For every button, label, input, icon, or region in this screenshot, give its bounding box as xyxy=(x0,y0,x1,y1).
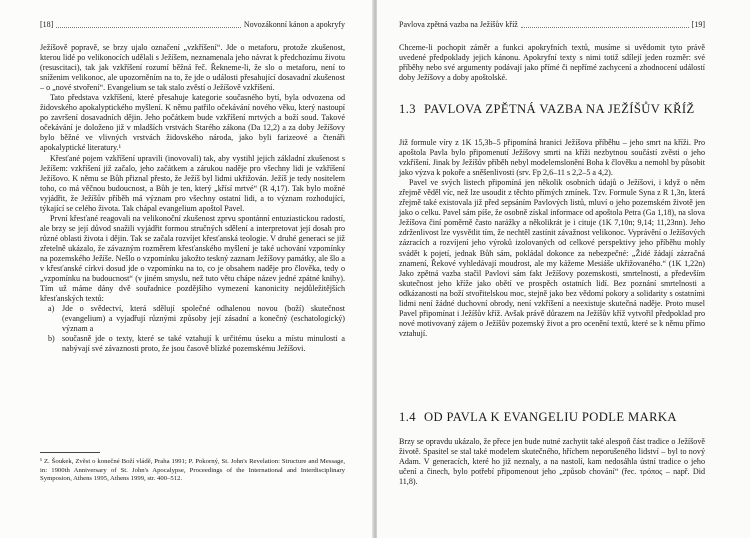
section-number: 1.4 xyxy=(399,410,416,424)
paragraph: Pavel ve svých listech připomíná jen několik osobních údajů o Ježíšovi, i když o něm zřejmě věděl víc, než lze usoudit z těchto přímých zmínek. Tzv. Formule Syna z R 1,3n, která zřejmě také existovala již před sepsáním Pavlových listů, mluví o jeho pozemském životě jen jako o celku. Pavel sám píše, že osobně získal informace od apoštola Petra (Ga 1,18), na slova Ježíšova činí poměrně často narážky a několikrát je i cituje (1K 7,10n; 9,14; 11,23nn). Jeho zdrženlivost lze vysvětlit tím, že nechtěl zastínit závažnost velikonoc. Vyprávění o Ježíšových zázracích a rozvíjení jeho výroků izolovaných od celkové perspektivy jeho příběhu mohly svádět k pojetí, jednak Bůh sám, pokládal dokonce za nebezpečné: „Židé žádají zázračná znamení, Řekové vyhledávají moudrost, ale my kážeme Mesiáše ukřižovaného.“ (1K 1,22n) Jako zpětná vazba stačil Pavlovi sám fakt Ježíšovy pozemskosti, smrtelnosti, a především skutečnost jeho kříže jako obětí ve prospěch ostatních lidí. Bez poznání smrtelnosti a odkázanosti na boží stvořitelskou moc, stejně jako bez vědomí pokory a solidarity s ostatními lidmi není žádné duchovní obrody, není vzkříšení a neexistuje skutečná naděje. Proto musel Pavel připomínat i Ježíšův kříž. Avšak právě důrazem na Ježíšův kříž vytvořil předpoklad pro nové motivovaný zájem o Ježíšův pozemský život a pro ocenění textů, které se k němu přímo vztahují. xyxy=(399,178,705,338)
header-leader-dots xyxy=(56,20,241,28)
list-marker: a) xyxy=(48,304,55,314)
footnote-rule xyxy=(40,452,100,453)
list-item xyxy=(48,304,345,334)
list-marker: b) xyxy=(48,334,55,344)
paragraph: Ježíšově popravě, se brzy ujalo označení „vzkříšení“. Jde o metaforu, protože zkušenost, kterou lidé po velikonocích udělali s Ježíšem, neznamenala jeho návrat k předchozímu životu (resuscitaci), tak jak vzkříšení rozumí běžná řeč. Řekneme-li, že slo o metaforu, není to sníženim velikonoc, ale upozorněním na to, že jde o události přesahující dosavadní zkušenost – o „nové stvoření“. Evangelium se tak stalo zvěstí o Ježíšově vzkříšení. xyxy=(40,43,345,93)
paragraph: Křesťané pojem vzkříšení upravili (inovovali) tak, aby vystihl jejich základní zkušenost s Ježíšem: vzkříšení již začalo, jeho začátkem a zárukou naděje pro všechny lidi je vzkříšení Ježíšovo. K němu se Bůh přiznal přesto, že Ježíš byl lidmi ukřižován. Ježíš je tedy nositelem toho, co má věčnou budoucnost, a Bůh je ten, který „křísí mrtvé“ (R 4,17). Tak bylo možné vyjádřit, že Ježíšův příběh má význam pro všechny ostatní lidi, a to význam rozhodující, týkající se celého života. Tak chápal evangelium apoštol Pavel. xyxy=(40,153,345,213)
paragraph: Brzy se opravdu ukázalo, že přece jen bude nutné zachytit také alespoň část tradice o Ježíšově životě. Spasitel se stal také modelem skutečného, hříchem neporušeného lidství – byl to nový Adam. V generacích, které ho již neznaly, a na nastolí, kam nedosáhla ústní tradice o jeho učení a činech, bylo potřebí připomenout jeho „způsob chování“ (řec. τρόπος – např. Did 11,8). xyxy=(399,437,705,487)
page-number: [18] xyxy=(40,20,54,29)
criteria-list xyxy=(40,304,345,354)
section-heading xyxy=(399,410,705,425)
body-text xyxy=(399,437,705,487)
section-number: 1.3 xyxy=(399,102,416,116)
running-header xyxy=(40,20,345,30)
left-page xyxy=(0,0,373,538)
body-text xyxy=(399,138,705,339)
right-page xyxy=(377,0,750,538)
section-title: PAVLOVA ZPĚTNÁ VAZBA NA JEŽÍŠŮV KŘÍŽ xyxy=(423,102,695,116)
list-item-text: Jde o svědectví, která sdělují společné odhalenou novou (boží) skutečnost (evangelium) a vyjadřují různými způsoby její zásadní a konečný (eschatologický) význam a xyxy=(62,304,345,334)
section-title: OD PAVLA K EVANGELIU PODLE MARKA xyxy=(423,410,677,424)
intro-text xyxy=(399,43,705,83)
paragraph: Již formule víry z 1K 15,3b–5 připomíná hranici Ježíšova příběhu – jeho smrt na kříži. Pro apoštola Pavla bylo připomenutí Ježíšovy smrti na kříži nezbytnou součástí zvěsti o jeho vzkříšení. Jinak by Ježíšův příběh nebyl modelemslonění Boha k člověku a nemohl by působit jako výzva k pokoře a sněšenlivosti (srv. Fp 2,6–11 s 2,2–5 a 4,2). xyxy=(399,138,705,178)
paragraph: Chceme-li pochopit záměr a funkci apokryfních textů, musíme si uvědomit tyto právě uvedené předpoklady jejich kánonu. Apokryfní texty s nimi totiž sdílejí jeden rozměr: své příběhy nebo své argumenty podávají jako přímé či nepřímé zachycení a zhodnocení událostí doby Ježíšovy a doby apoštolské. xyxy=(399,43,705,83)
header-leader-dots xyxy=(521,20,689,28)
paragraph: První křesťané reagovali na velikonoční zkušenost zprvu spontánní entuziastickou radostí, ale brzy se její důvod snažili vyjádřit formou stručných sdělení a interpretovat její dosah pro různé oblasti života i dějin. Tak se začala rozvíjet křesťanská teologie. V druhé generaci se již zřetelně ukázalo, že závazným rozměrem křesťanského myšlení je také uchování vzpomínky na pozemského Ježíše. Nešlo o vzpomínku jakožto teskný zaznam Ježíšovy památky, ale šlo a v křesťanské církvi dosud jde o vzpomínku na to, co je obsahem naděje pro člověka, tedy o „vzpomínku na budoucnost“ (v jiném smyslu, než tuto větu chápe název jedné zpátné knihy). Tím už máme dány dvě souřadnice pozdějšího vymezení kanonicity nejdůležitějších křesťanských textů: xyxy=(40,213,345,304)
body-text xyxy=(40,43,345,354)
running-title: Novozákonní kánon a apokryfy xyxy=(243,20,345,29)
paragraph: Tato představa vzkříšení, které přesahuje kategorie současného bytí, byla odvozena od židovského apokalyptického myšlení. K němu patřilo očekávání nového věku, který nastoupí po završení dosavadních dějin. Jeho počátkem bude vzkříšení mrtvých a boží soud. Takové očekávání je doloženo již v mladších vrstvách Starého zákona (Da 12,2) a za doby Ježíšovy bylo běžné ve vlivných vrstvách židovského národa, jako byli farizeové a čtenáři apokalyptické literatury.¹ xyxy=(40,93,345,153)
list-item xyxy=(48,334,345,354)
footnote: ¹ Z. Šoukek, Zvěst o konečné Boží vládě, Praha 1991; P. Pokorný, St. John's Revelation: Structure and Message, in: 1900th Anniversary of St. John's Apocalypse, Proceedings of the International and Interdisciplinary Symposion, Athens 1995, Athens 1999, str. 400–512. xyxy=(40,458,345,483)
section-heading xyxy=(399,102,705,117)
running-title: Pavlova zpětná vazba na Ježíšův kříž xyxy=(399,20,518,29)
list-item-text: současně jde o texty, které se také vztahují k určitému úseku a místu minulosti a nabývají své závaznosti proto, že jsou časově blízké pozemskému Ježíšovi. xyxy=(62,334,345,354)
page-number: [19] xyxy=(691,20,705,29)
running-header xyxy=(399,20,705,30)
